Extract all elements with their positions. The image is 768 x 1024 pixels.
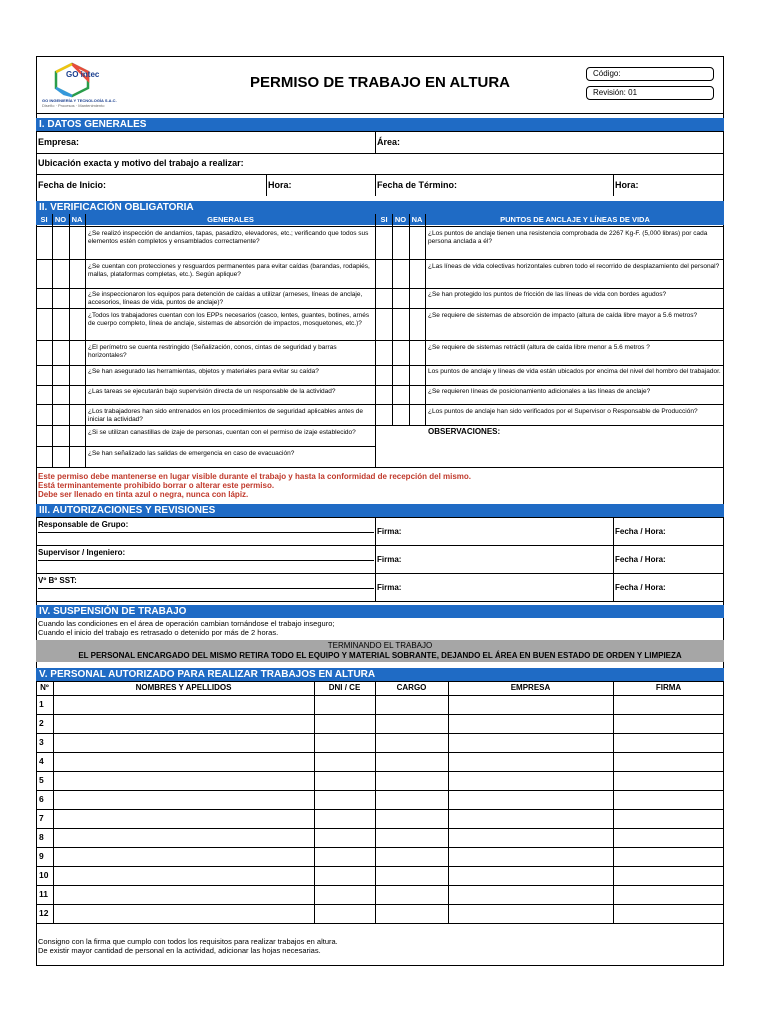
personal-cell-r2-c2[interactable] xyxy=(314,714,375,733)
checkbox-na-general-9[interactable] xyxy=(69,425,85,446)
personal-cell-r10-c4[interactable] xyxy=(448,866,613,885)
divider xyxy=(613,174,614,196)
anclaje-item-6: Los puntos de anclaje y líneas de vida están ubicados por encima del nivel del hombro del trabajador. xyxy=(428,368,721,375)
divider xyxy=(376,404,724,405)
auth-name-field-3[interactable] xyxy=(36,589,375,601)
checkbox-no-anclaje-2[interactable] xyxy=(392,259,409,288)
personal-cell-r1-c2[interactable] xyxy=(314,695,375,714)
checkbox-no-anclaje-8[interactable] xyxy=(392,404,409,425)
divider xyxy=(36,545,724,546)
suspension-line-1: Cuando las condiciones en el área de operación cambian tornándose el trabajo inseguro; xyxy=(38,619,335,628)
section-datos-generales: I. DATOS GENERALES xyxy=(36,118,724,131)
personal-cell-r2-c5[interactable] xyxy=(613,714,724,733)
revision-field: Revisión: 01 xyxy=(586,86,714,100)
col-no-right: NO xyxy=(392,214,409,225)
observaciones-field[interactable]: OBSERVACIONES: xyxy=(428,427,501,436)
row-number-4: 4 xyxy=(39,756,44,766)
anclaje-item-5: ¿Se requiere de sistemas retráctil (altura de caída libre menor a 5.6 metros ? xyxy=(428,344,650,351)
personal-cell-r8-c3[interactable] xyxy=(375,828,448,847)
row-number-5: 5 xyxy=(39,775,44,785)
header-divider xyxy=(36,113,724,114)
divider xyxy=(36,517,724,518)
checkbox-na-general-4[interactable] xyxy=(69,308,85,340)
col-si: SI xyxy=(36,214,52,225)
personal-cell-r4-c1[interactable] xyxy=(53,752,314,771)
checkbox-no-anclaje-4[interactable] xyxy=(392,308,409,340)
codigo-field[interactable]: Código: xyxy=(586,67,714,81)
row-number-8: 8 xyxy=(39,832,44,842)
checkbox-na-general-10[interactable] xyxy=(69,446,85,467)
general-item-3: ¿Se inspeccionaron los equipos para detención de caídas a utilizar (arneses, líneas de anclaje, accesorios, líneas de vida, puntos de anclaje)? xyxy=(88,291,363,306)
personal-cell-r8-c2[interactable] xyxy=(314,828,375,847)
checkbox-no-anclaje-6[interactable] xyxy=(392,365,409,385)
divider xyxy=(36,153,724,154)
personal-cell-r10-c2[interactable] xyxy=(314,866,375,885)
band-text: EL PERSONAL ENCARGADO DEL MISMO RETIRA TODO EL EQUIPO Y MATERIAL SOBRANTE, DEJANDO EL ÁREA EN BUEN ESTADO DE ORDEN Y LIMPIEZA xyxy=(78,651,682,660)
checkbox-no-anclaje-3[interactable] xyxy=(392,288,409,308)
checkbox-si-general-3[interactable] xyxy=(36,288,52,308)
auth-name-field-2[interactable] xyxy=(36,561,375,573)
row-number-2: 2 xyxy=(39,718,44,728)
personal-cell-r2-c4[interactable] xyxy=(448,714,613,733)
auth-firma-field-1[interactable]: Firma: xyxy=(377,527,402,536)
personal-cell-r9-c2[interactable] xyxy=(314,847,375,866)
hexagon-logo-icon xyxy=(52,62,92,98)
general-item-6: ¿Se han asegurado las herramientas, objetos y materiales para evitar su caída? xyxy=(88,368,319,375)
checkbox-na-general-2[interactable] xyxy=(69,259,85,288)
personal-cell-r5-c1[interactable] xyxy=(53,771,314,790)
divider xyxy=(376,425,724,426)
col-header-5: EMPRESA xyxy=(510,683,551,692)
general-item-5: ¿El perímetro se cuenta restringido (Señalización, conos, cintas de seguridad y barras horizontales? xyxy=(88,344,337,359)
row-number-1: 1 xyxy=(39,699,44,709)
checkbox-na-anclaje-2[interactable] xyxy=(409,259,425,288)
checkbox-no-general-3[interactable] xyxy=(52,288,69,308)
checkbox-si-general-6[interactable] xyxy=(36,365,52,385)
personal-cell-r4-c3[interactable] xyxy=(375,752,448,771)
divider xyxy=(36,446,376,447)
divider xyxy=(376,340,724,341)
general-item-2: ¿Se cuentan con protecciones y resguardos permanentes para evitar caídas (barandas, rodapiés, mallas, plataformas completas, etc.). Según aplique? xyxy=(88,263,370,278)
checkbox-no-general-9[interactable] xyxy=(52,425,69,446)
personal-cell-r1-c1[interactable] xyxy=(53,695,314,714)
form-title: PERMISO DE TRABAJO EN ALTURA xyxy=(249,74,510,91)
col-header-3: DNI / CE xyxy=(328,683,361,692)
divider xyxy=(36,404,376,405)
checkbox-na-anclaje-3[interactable] xyxy=(409,288,425,308)
section-suspension: IV. SUSPENSIÓN DE TRABAJO xyxy=(36,605,724,618)
personal-cell-r12-c3[interactable] xyxy=(375,904,448,923)
personal-cell-r12-c4[interactable] xyxy=(448,904,613,923)
checkbox-si-anclaje-6[interactable] xyxy=(376,365,392,385)
divider xyxy=(266,174,267,196)
divider xyxy=(376,226,724,227)
checkbox-si-anclaje-3[interactable] xyxy=(376,288,392,308)
checkbox-no-general-10[interactable] xyxy=(52,446,69,467)
divider xyxy=(375,174,376,196)
checkbox-si-general-2[interactable] xyxy=(36,259,52,288)
section-verificacion: II. VERIFICACIÓN OBLIGATORIA xyxy=(36,201,724,214)
divider xyxy=(36,601,724,602)
auth-role-1: Responsable de Grupo: xyxy=(38,520,129,529)
general-item-1: ¿Se realizó inspección de andamios, tapas, pasadizo, elevadores, etc.; verificando que todos sus elementos estén completos y ensamblados correctamente? xyxy=(88,230,369,245)
warning-1: Este permiso debe mantenerse en lugar visible durante el trabajo y hasta la conformidad de recepción del mismo. xyxy=(38,472,472,481)
personal-cell-r7-c5[interactable] xyxy=(613,809,724,828)
divider xyxy=(36,340,376,341)
checkbox-na-general-6[interactable] xyxy=(69,365,85,385)
divider xyxy=(376,288,724,289)
section-personal: V. PERSONAL AUTORIZADO PARA REALIZAR TRABAJOS EN ALTURA xyxy=(36,668,724,681)
personal-cell-r6-c1[interactable] xyxy=(53,790,314,809)
auth-fecha-field-3[interactable]: Fecha / Hora: xyxy=(615,583,666,592)
personal-cell-r6-c4[interactable] xyxy=(448,790,613,809)
personal-cell-r8-c1[interactable] xyxy=(53,828,314,847)
personal-cell-r6-c5[interactable] xyxy=(613,790,724,809)
checkbox-si-anclaje-2[interactable] xyxy=(376,259,392,288)
personal-cell-r9-c1[interactable] xyxy=(53,847,314,866)
auth-fecha-field-2[interactable]: Fecha / Hora: xyxy=(615,555,666,564)
auth-fecha-field-1[interactable]: Fecha / Hora: xyxy=(615,527,666,536)
divider xyxy=(36,467,376,468)
divider xyxy=(36,385,376,386)
divider xyxy=(36,174,724,175)
col-header-6: FIRMA xyxy=(655,683,682,692)
row-number-9: 9 xyxy=(39,851,44,861)
personal-cell-r12-c2[interactable] xyxy=(314,904,375,923)
row-number-10: 10 xyxy=(39,870,49,880)
checkbox-na-general-3[interactable] xyxy=(69,288,85,308)
checkbox-na-anclaje-8[interactable] xyxy=(409,404,425,425)
divider xyxy=(36,288,376,289)
warning-2: Está terminantemente prohibido borrar o alterar este permiso. xyxy=(38,481,275,490)
auth-firma-field-3[interactable]: Firma: xyxy=(377,583,402,592)
divider xyxy=(85,214,86,467)
auth-name-field-1[interactable] xyxy=(36,533,375,545)
checkbox-si-general-5[interactable] xyxy=(36,340,52,365)
auth-role-3: Vº Bº SST: xyxy=(38,576,77,585)
row-number-6: 6 xyxy=(39,794,44,804)
personal-cell-r1-c4[interactable] xyxy=(448,695,613,714)
divider xyxy=(36,681,724,682)
col-header-1: Nº xyxy=(40,683,49,692)
checkbox-si-general-9[interactable] xyxy=(36,425,52,446)
col-header-2: NOMBRES Y APELLIDOS xyxy=(135,683,232,692)
anclaje-item-2: ¿Las líneas de vida colectivas horizontales cubren todo el recorrido de desplazamiento del personal? xyxy=(428,263,720,270)
personal-cell-r5-c5[interactable] xyxy=(613,771,724,790)
company-logo xyxy=(42,60,132,110)
checkbox-si-general-8[interactable] xyxy=(36,404,52,425)
personal-cell-r4-c4[interactable] xyxy=(448,752,613,771)
divider xyxy=(36,131,724,132)
checkbox-no-general-7[interactable] xyxy=(52,385,69,404)
personal-cell-r4-c5[interactable] xyxy=(613,752,724,771)
personal-cell-r6-c2[interactable] xyxy=(314,790,375,809)
checkbox-no-general-1[interactable] xyxy=(52,226,69,259)
checkbox-na-general-8[interactable] xyxy=(69,404,85,425)
personal-cell-r11-c4[interactable] xyxy=(448,885,613,904)
footer-line-1: Consigno con la firma que cumplo con todos los requisitos para realizar trabajos en altura. xyxy=(38,937,338,946)
hora-inicio-field[interactable]: Hora: xyxy=(268,180,292,190)
col-anclaje: PUNTOS DE ANCLAJE Y LÍNEAS DE VIDA xyxy=(426,214,724,225)
checkbox-si-anclaje-4[interactable] xyxy=(376,308,392,340)
general-item-9: ¿Si se utilizan canastillas de izaje de personas, cuentan con el permiso de izaje establecido? xyxy=(88,429,356,436)
footer-line-2: De existir mayor cantidad de personal en la actividad, adicionar las hojas necesarias. xyxy=(38,946,321,955)
personal-cell-r1-c5[interactable] xyxy=(613,695,724,714)
divider xyxy=(376,308,724,309)
personal-cell-r11-c1[interactable] xyxy=(53,885,314,904)
personal-cell-r5-c4[interactable] xyxy=(448,771,613,790)
personal-cell-r11-c3[interactable] xyxy=(375,885,448,904)
checkbox-no-general-5[interactable] xyxy=(52,340,69,365)
auth-firma-field-2[interactable]: Firma: xyxy=(377,555,402,564)
personal-cell-r11-c2[interactable] xyxy=(314,885,375,904)
band-title: TERMINANDO EL TRABAJO xyxy=(327,641,433,650)
checkbox-na-anclaje-7[interactable] xyxy=(409,385,425,404)
divider xyxy=(36,226,376,227)
personal-cell-r4-c2[interactable] xyxy=(314,752,375,771)
general-item-4: ¿Todos los trabajadores cuentan con los EPPs necesarios (casco, lentes, guantes, botines, arnés de cuerpo completo, línea de anclaje, sistemas de absorción de impactos, mosquetones, etc.)? xyxy=(88,312,370,327)
col-no: NO xyxy=(52,214,69,225)
row-number-7: 7 xyxy=(39,813,44,823)
checkbox-si-general-7[interactable] xyxy=(36,385,52,404)
personal-cell-r7-c2[interactable] xyxy=(314,809,375,828)
fecha-inicio-field[interactable]: Fecha de Inicio: xyxy=(38,180,107,190)
personal-cell-r9-c4[interactable] xyxy=(448,847,613,866)
auth-role-2: Supervisor / Ingeniero: xyxy=(38,548,126,557)
personal-cell-r9-c3[interactable] xyxy=(375,847,448,866)
personal-cell-r7-c3[interactable] xyxy=(375,809,448,828)
anclaje-item-3: ¿Se han protegido los puntos de fricción de las líneas de vida con bordes agudos? xyxy=(428,291,667,298)
personal-cell-r10-c5[interactable] xyxy=(613,866,724,885)
personal-cell-r8-c5[interactable] xyxy=(613,828,724,847)
ubicacion-field[interactable]: Ubicación exacta y motivo del trabajo a realizar: xyxy=(38,158,244,168)
checkbox-si-anclaje-8[interactable] xyxy=(376,404,392,425)
row-number-11: 11 xyxy=(39,889,48,899)
area-field[interactable]: Área: xyxy=(377,137,401,147)
divider xyxy=(36,425,376,426)
divider xyxy=(36,259,376,260)
col-si-right: SI xyxy=(376,214,392,225)
checkbox-no-general-8[interactable] xyxy=(52,404,69,425)
section-autorizaciones: III. AUTORIZACIONES Y REVISIONES xyxy=(36,504,724,517)
checkbox-no-anclaje-5[interactable] xyxy=(392,340,409,365)
divider xyxy=(36,365,376,366)
divider xyxy=(36,923,724,924)
personal-cell-r2-c1[interactable] xyxy=(53,714,314,733)
personal-cell-r1-c3[interactable] xyxy=(375,695,448,714)
checkbox-si-general-4[interactable] xyxy=(36,308,52,340)
col-header-4: CARGO xyxy=(396,683,427,692)
divider xyxy=(36,573,724,574)
personal-cell-r3-c4[interactable] xyxy=(448,733,613,752)
divider xyxy=(36,308,376,309)
personal-cell-r6-c3[interactable] xyxy=(375,790,448,809)
divider xyxy=(376,385,724,386)
anclaje-item-1: ¿Los puntos de anclaje tienen una resistencia comprobada de 2267 Kg-F. (5,000 libras) por cada persona anclada a él? xyxy=(428,230,708,245)
checkbox-no-general-2[interactable] xyxy=(52,259,69,288)
anclaje-item-7: ¿Se requieren líneas de posicionamiento adicionales a las líneas de anclaje? xyxy=(428,388,651,395)
logo-company: GO INGENIERÍA Y TECNOLOGÍA S.A.C. xyxy=(42,98,117,103)
checkbox-na-anclaje-4[interactable] xyxy=(409,308,425,340)
personal-cell-r11-c5[interactable] xyxy=(613,885,724,904)
divider xyxy=(376,467,724,468)
checkbox-na-general-1[interactable] xyxy=(69,226,85,259)
divider xyxy=(376,259,724,260)
suspension-line-2: Cuando el inicio del trabajo es retrasado o detenido por más de 2 horas. xyxy=(38,628,279,637)
personal-cell-r10-c3[interactable] xyxy=(375,866,448,885)
checkbox-si-anclaje-1[interactable] xyxy=(376,226,392,259)
checkbox-na-general-7[interactable] xyxy=(69,385,85,404)
checkbox-na-anclaje-6[interactable] xyxy=(409,365,425,385)
checkbox-no-anclaje-7[interactable] xyxy=(392,385,409,404)
terminando-band xyxy=(36,640,724,662)
divider xyxy=(425,214,426,425)
personal-cell-r5-c2[interactable] xyxy=(314,771,375,790)
personal-cell-r2-c3[interactable] xyxy=(375,714,448,733)
checkbox-no-general-6[interactable] xyxy=(52,365,69,385)
checkbox-na-anclaje-1[interactable] xyxy=(409,226,425,259)
divider xyxy=(375,517,376,601)
row-number-12: 12 xyxy=(39,908,49,918)
hora-termino-field[interactable]: Hora: xyxy=(615,180,639,190)
empresa-field[interactable]: Empresa: xyxy=(38,137,80,147)
divider xyxy=(376,365,724,366)
personal-cell-r10-c1[interactable] xyxy=(53,866,314,885)
checkbox-si-general-1[interactable] xyxy=(36,226,52,259)
personal-cell-r3-c5[interactable] xyxy=(613,733,724,752)
row-number-3: 3 xyxy=(39,737,44,747)
general-item-7: ¿Las tareas se ejecutarán bajo supervisión directa de un responsable de la actividad? xyxy=(88,388,336,395)
personal-cell-r8-c4[interactable] xyxy=(448,828,613,847)
fecha-termino-field[interactable]: Fecha de Término: xyxy=(377,180,458,190)
col-generales: GENERALES xyxy=(86,214,375,225)
personal-cell-r7-c1[interactable] xyxy=(53,809,314,828)
general-item-10: ¿Se han señalizado las salidas de emergencia en caso de evacuación? xyxy=(88,450,295,457)
personal-cell-r3-c2[interactable] xyxy=(314,733,375,752)
personal-cell-r3-c3[interactable] xyxy=(375,733,448,752)
personal-cell-r7-c4[interactable] xyxy=(448,809,613,828)
checkbox-na-anclaje-5[interactable] xyxy=(409,340,425,365)
personal-cell-r12-c1[interactable] xyxy=(53,904,314,923)
personal-cell-r3-c1[interactable] xyxy=(53,733,314,752)
warning-3: Debe ser llenado en tinta azul o negra, nunca con lápiz. xyxy=(38,490,249,499)
personal-cell-r12-c5[interactable] xyxy=(613,904,724,923)
col-na-right: NA xyxy=(409,214,425,225)
logo-tagline: Diseño · Procesos · Mantenimiento xyxy=(42,103,105,108)
anclaje-item-8: ¿Los puntos de anclaje han sido verificados por el Supervisor o Responsable de Producción? xyxy=(428,408,698,415)
logo-name: GO intec xyxy=(66,70,100,79)
personal-cell-r5-c3[interactable] xyxy=(375,771,448,790)
personal-cell-r9-c5[interactable] xyxy=(613,847,724,866)
checkbox-na-general-5[interactable] xyxy=(69,340,85,365)
divider xyxy=(375,131,376,153)
checkbox-si-anclaje-7[interactable] xyxy=(376,385,392,404)
anclaje-item-4: ¿Se requiere de sistemas de absorción de impacto (altura de caída libre mayor a 5.6 metros? xyxy=(428,312,698,319)
divider xyxy=(613,517,614,601)
checkbox-no-anclaje-1[interactable] xyxy=(392,226,409,259)
col-na: NA xyxy=(69,214,85,225)
checkbox-no-general-4[interactable] xyxy=(52,308,69,340)
general-item-8: ¿Los trabajadores han sido entrenados en los procedimientos de seguridad aplicables antes de iniciar la actividad? xyxy=(88,408,363,423)
checkbox-si-general-10[interactable] xyxy=(36,446,52,467)
checkbox-si-anclaje-5[interactable] xyxy=(376,340,392,365)
